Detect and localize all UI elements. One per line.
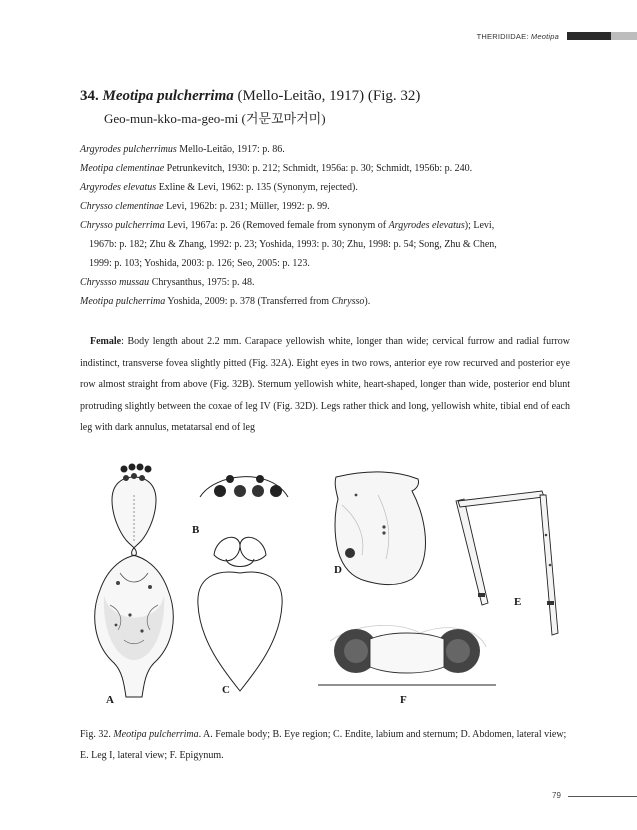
synonym-text: ); Levi, [464,220,495,231]
running-header [477,32,559,41]
fig-label-f: F [400,694,407,706]
synonym-name: Chryssso mussau [80,277,150,288]
synonym-entry [80,292,570,311]
header-bar-dark [567,32,611,40]
description-paragraph [80,331,570,439]
synonym-name: Argyrodes pulcherrimus [80,144,177,155]
fig-label-d: D [334,564,342,576]
synonym-name: Meotipa pulcherrima [80,296,166,307]
species-number: 34. [80,88,99,104]
synonym-text: Mello-Leitão, 1917: p. 86. [176,144,285,155]
synonym-name: Chrysso pulcherrima [80,220,165,231]
synonym-list [80,140,570,311]
fig-d-abdomen-lateral [334,472,426,585]
synonym-italic: Chrysso [331,296,365,307]
korean-name: Geo-mun-kko-ma-geo-mi (거문꼬마거미) [104,111,326,126]
caption-species: Meotipa pulcherrima [113,729,199,740]
species-fig-ref: (Fig. 32) [367,88,421,104]
fig-a-female-body [95,464,174,707]
synonym-text: Yoshida, 2009: p. 378 (Transferred from [165,296,332,307]
synonym-entry [80,159,570,178]
description-text: : Body length about 2.2 mm. Carapace yellowish white, longer than wide; cervical furrow and radial furrow indistinct, transverse fovea slightly pitted (Fig. 32A). Eight eyes in two rows, anterior eye row recurved and posterior eye row almost straight from above (Fig. 32B). Sternum yellowish white, heart-shaped, longer than wide, posterior end blunt protruding slightly between the coxae of leg IV (Fig. 32D). Legs rather thick and long, yellowish white, tibial end of each leg with dark annulus, metatarsal end of leg [80,336,570,434]
synonym-text: Levi, 1967a: p. 26 (Removed female from synonym of [164,220,389,231]
caption-text: . A. Female body; B. Eye region; C. Endite, labium and sternum; D. Abdomen, lateral view; E. Leg I, lateral view; F. Epigynum. [80,729,567,761]
synonym-text: Exline & Levi, 1962: p. 135 (Synonym, rejected). [156,182,358,193]
synonym-entry [80,273,570,292]
species-author: (Mello-Leitão, 1917) [237,88,365,104]
synonym-text: Chrysanthus, 1975: p. 48. [149,277,255,288]
synonym-entry [80,197,570,216]
synonym-text: Levi, 1962b: p. 231; Müller, 1992: p. 99. [163,201,330,212]
header-bar [567,32,637,40]
page-number: 79 [552,791,561,800]
synonym-name: Meotipa clementinae [80,163,165,174]
species-title [80,88,420,105]
synonym-italic: Argyrodes elevatus [388,220,465,231]
synonym-continuation: 1999: p. 103; Yoshida, 2003: p. 126; Seo, 2005: p. 123. [89,258,310,269]
synonym-entry [80,216,570,235]
synonym-entry [80,178,570,197]
synonym-continuation: 1967b: p. 182; Zhu & Zhang, 1992: p. 23; Yoshida, 1993: p. 30; Zhu, 1998: p. 54; Song, Zhu & Chen, [89,239,497,250]
synonym-text: Petrunkevitch, 1930: p. 212; Schmidt, 1956a: p. 30; Schmidt, 1956b: p. 240. [164,163,473,174]
fig-label-c: C [222,684,230,696]
fig-label-b: B [192,524,200,536]
synonym-name: Argyrodes elevatus [80,182,157,193]
figure-caption [80,724,570,766]
fig-label-e: E [514,596,522,608]
page-number-rule [568,796,637,797]
fig-e-leg [456,491,558,635]
caption-prefix: Fig. 32. [80,729,114,740]
figure-plate [80,455,570,710]
fig-b-eye-region [192,475,288,536]
fig-label-a: A [106,694,114,706]
species-name: Meotipa pulcherrima [102,88,234,104]
synonym-entry [80,140,570,159]
fig-c-sternum [198,537,282,696]
header-family: THERIDIIDAE: [476,32,529,41]
fig-f-epigynum [318,625,496,706]
header-genus: Meotipa [530,32,559,41]
synonym-name: Chrysso clementinae [80,201,164,212]
description-label: Female [90,336,122,347]
synonym-text: ). [364,296,371,307]
header-bar-light [611,32,637,40]
